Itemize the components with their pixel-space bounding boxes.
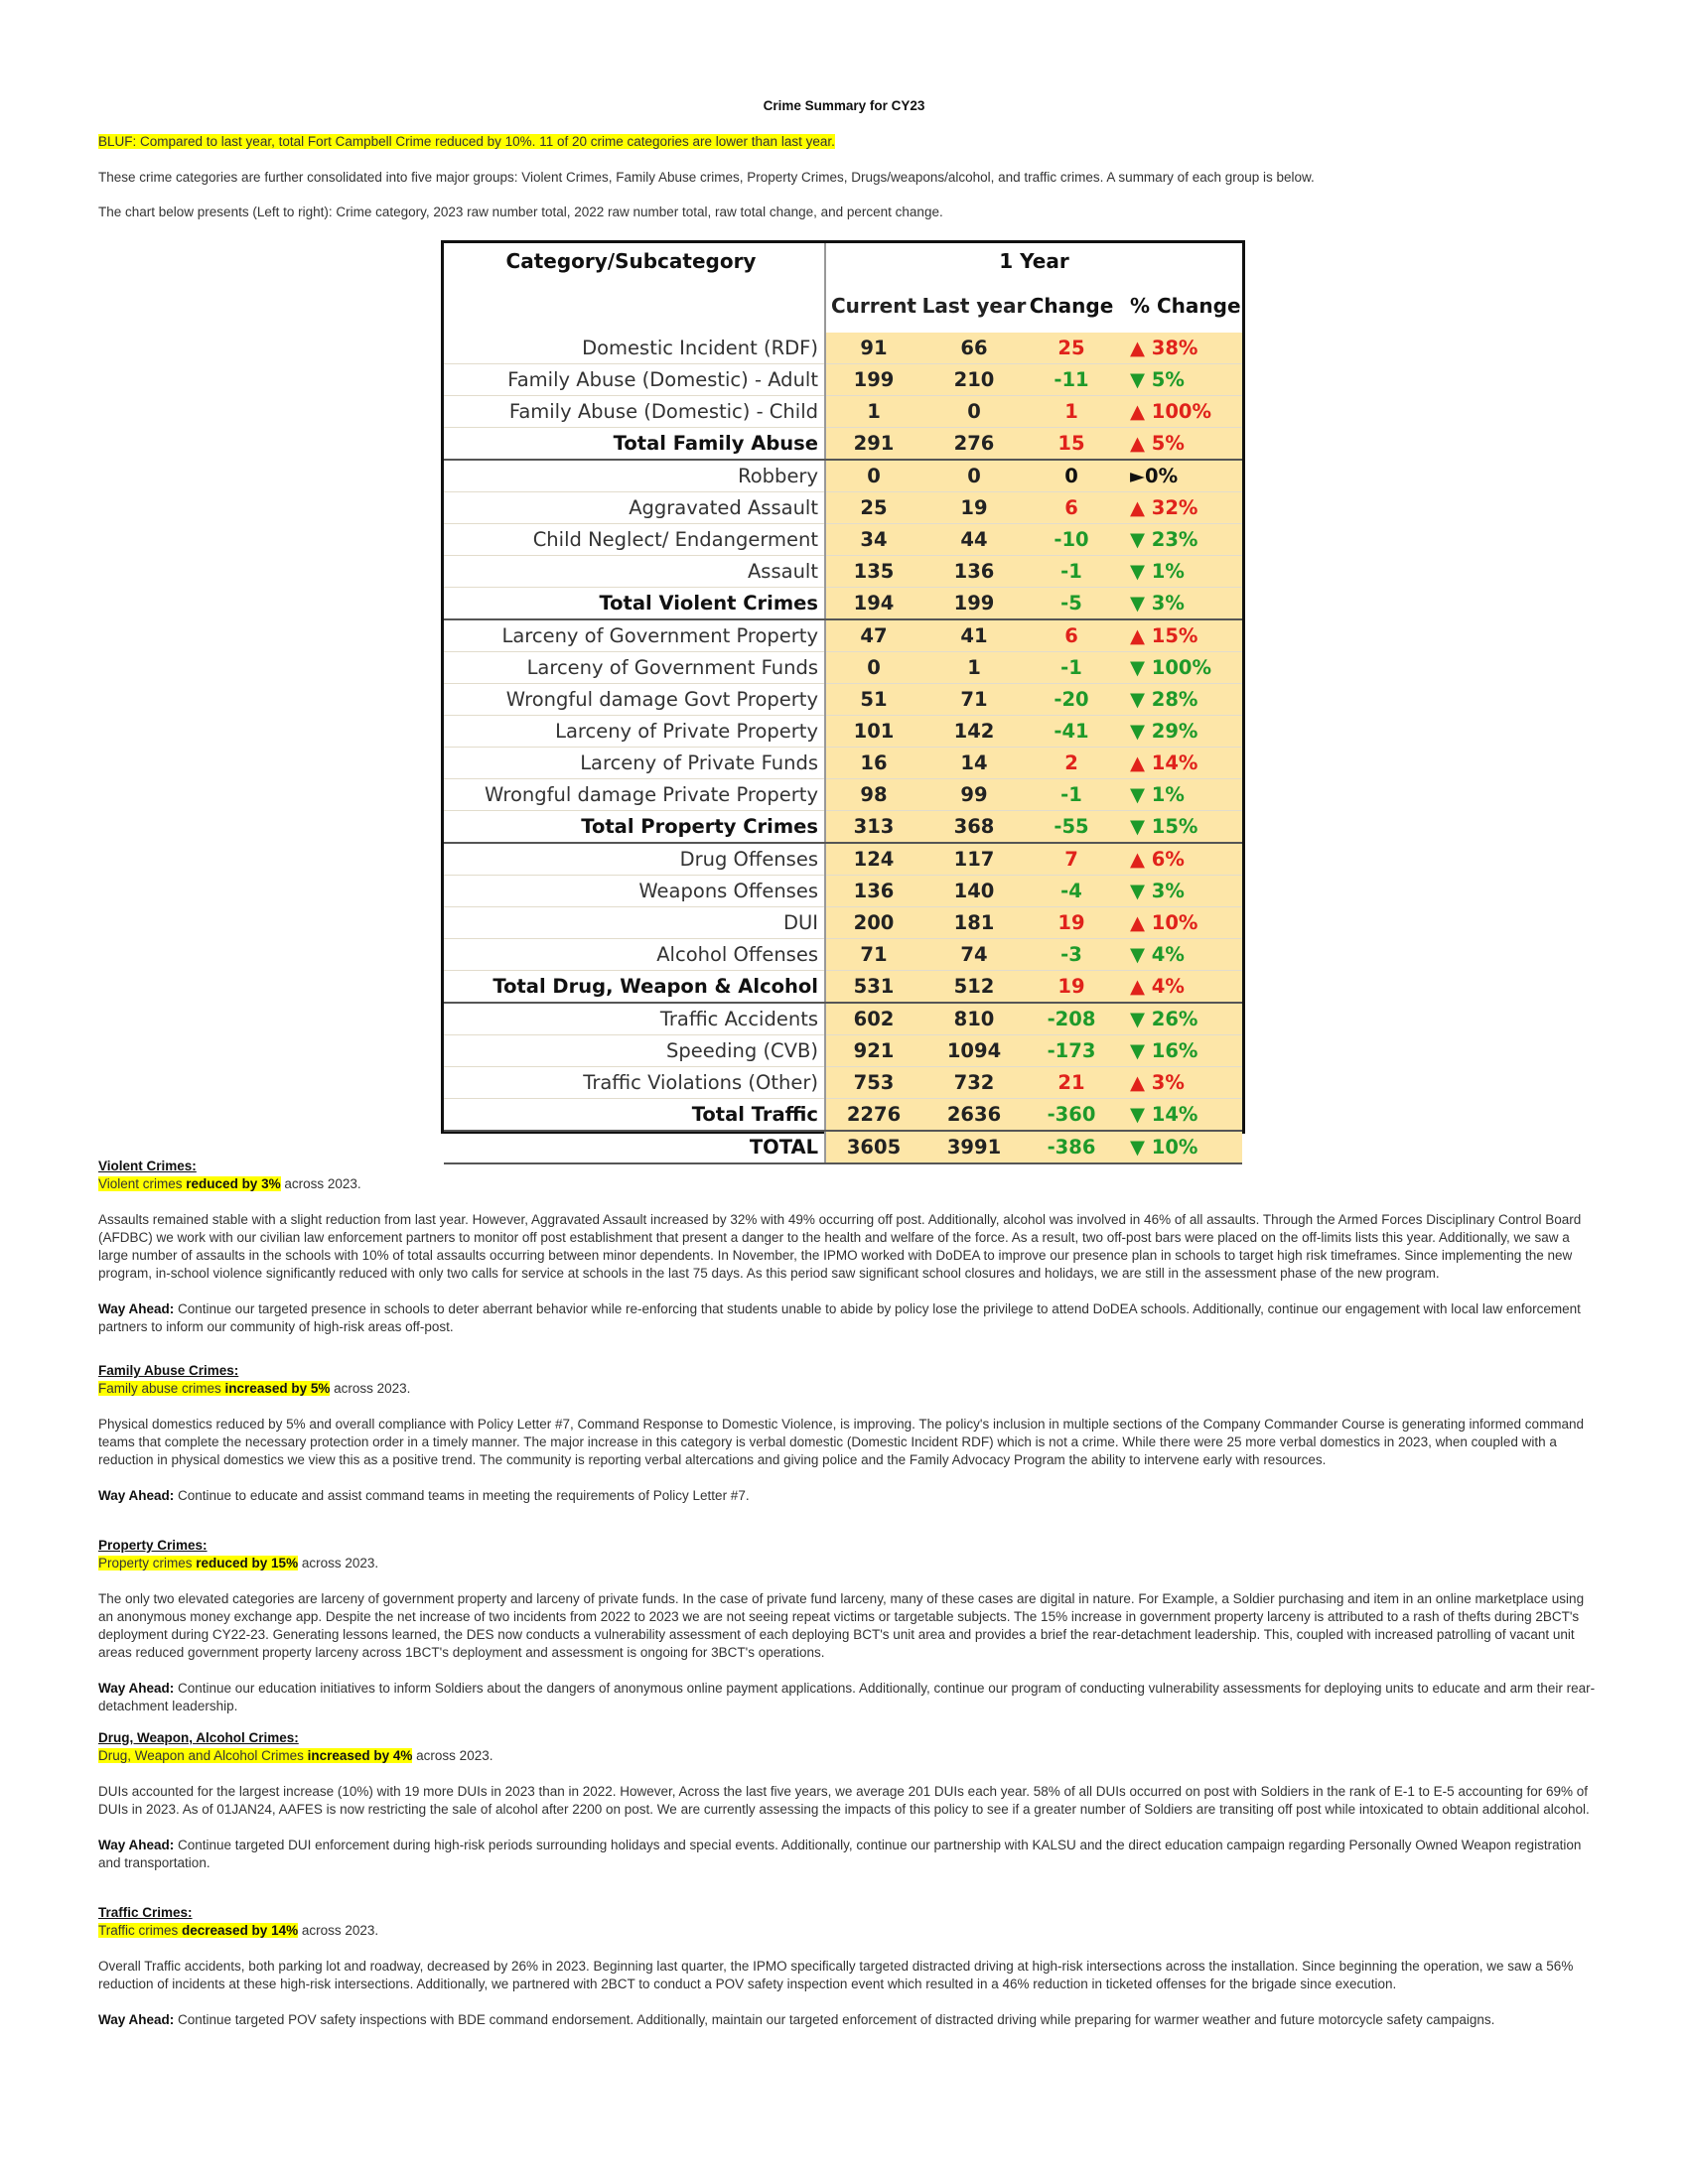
row-change: 19 <box>1027 907 1116 939</box>
row-pct-change: ▼ 3% <box>1116 876 1242 907</box>
violent-way-ahead <box>98 1300 1600 1336</box>
row-pct-change: ▲ 4% <box>1116 971 1242 1004</box>
row-current: 602 <box>825 1003 921 1035</box>
drug-heading: Drug, Weapon, Alcohol Crimes: <box>98 1730 299 1745</box>
row-change: 15 <box>1027 428 1116 461</box>
row-current: 0 <box>825 652 921 684</box>
row-pct-change: ▲ 32% <box>1116 492 1242 524</box>
row-pct-change: ▼ 26% <box>1116 1003 1242 1035</box>
row-pct-change: ▼ 5% <box>1116 364 1242 396</box>
row-current: 753 <box>825 1067 921 1099</box>
row-last-year: 2636 <box>921 1099 1027 1132</box>
property-way-ahead <box>98 1680 1600 1715</box>
row-pct-change: ▼ 1% <box>1116 779 1242 811</box>
row-category: Aggravated Assault <box>444 492 825 524</box>
property-heading: Property Crimes: <box>98 1538 208 1553</box>
table-row <box>444 492 1242 524</box>
property-summary <box>98 1555 1600 1572</box>
violent-section <box>98 1158 1600 1336</box>
violent-summary-b: reduced by 3% <box>186 1176 281 1191</box>
table-row <box>444 364 1242 396</box>
row-last-year: 0 <box>921 396 1027 428</box>
row-current: 200 <box>825 907 921 939</box>
family-way-ahead <box>98 1487 1600 1505</box>
row-category: Robbery <box>444 460 825 492</box>
row-last-year: 99 <box>921 779 1027 811</box>
row-last-year: 210 <box>921 364 1027 396</box>
family-body: Physical domestics reduced by 5% and overall compliance with Policy Letter #7, Command Response to Domestic Violence, is improving. The policy's inclusion in multiple sections of the Company Commander Course is generating informed command teams that complete the necessary protection order in a timely manner. The major increase in this category is verbal domestic (Domestic Incident RDF) which is not a crime. While there were 25 more verbal domestics in 2023, when coupled with a reduction in physical domestics we view this as a positive trend. The community is reporting verbal altercations and giving police and the Family Advocacy Program the ability to intervene early with resources. <box>98 1417 1585 1467</box>
row-current: 531 <box>825 971 921 1004</box>
row-current: 3605 <box>825 1131 921 1163</box>
drug-summary-c: across 2023. <box>412 1748 493 1763</box>
row-pct-change: ▼ 1% <box>1116 556 1242 588</box>
row-current: 47 <box>825 619 921 652</box>
row-category: Speeding (CVB) <box>444 1035 825 1067</box>
row-change: -173 <box>1027 1035 1116 1067</box>
property-summary-a: Property crimes <box>98 1556 197 1570</box>
row-last-year: 117 <box>921 843 1027 876</box>
drug-way-text: Continue targeted DUI enforcement during high-risk periods surrounding holidays and special events. Additionally, continue our partnership with KALSU and the direct education campaign regarding Personally Owned Weapon registration and transportation. <box>98 1838 1582 1870</box>
header-category: Category/Subcategory <box>444 243 825 279</box>
row-last-year: 0 <box>921 460 1027 492</box>
row-category: Assault <box>444 556 825 588</box>
row-last-year: 181 <box>921 907 1027 939</box>
row-last-year: 19 <box>921 492 1027 524</box>
bluf-line <box>98 133 1600 151</box>
row-current: 194 <box>825 588 921 620</box>
row-category: Total Drug, Weapon & Alcohol <box>444 971 825 1004</box>
header-period: 1 Year <box>999 249 1069 273</box>
row-last-year: 140 <box>921 876 1027 907</box>
family-summary-a: Family abuse crimes <box>98 1381 225 1396</box>
row-pct-change: ▼ 16% <box>1116 1035 1242 1067</box>
row-current: 51 <box>825 684 921 716</box>
traffic-summary-c: across 2023. <box>298 1923 379 1938</box>
table-row <box>444 811 1242 844</box>
row-pct-change: ▲ 10% <box>1116 907 1242 939</box>
row-change: 2 <box>1027 748 1116 779</box>
table-row <box>444 460 1242 492</box>
property-summary-b: reduced by 15% <box>196 1556 299 1570</box>
row-change: -41 <box>1027 716 1116 748</box>
row-last-year: 3991 <box>921 1131 1027 1163</box>
row-last-year: 732 <box>921 1067 1027 1099</box>
row-category: Total Traffic <box>444 1099 825 1132</box>
row-current: 921 <box>825 1035 921 1067</box>
header-current: Current <box>830 294 916 318</box>
row-category: Total Violent Crimes <box>444 588 825 620</box>
drug-section <box>98 1729 1600 1872</box>
property-way-label: Way Ahead: <box>98 1681 175 1696</box>
violent-summary-a: Violent crimes <box>98 1176 187 1191</box>
row-pct-change: ▼ 23% <box>1116 524 1242 556</box>
violent-way-label: Way Ahead: <box>98 1301 175 1316</box>
property-section <box>98 1537 1600 1715</box>
row-category: Wrongful damage Private Property <box>444 779 825 811</box>
traffic-summary-a: Traffic crimes <box>98 1923 183 1938</box>
intro-paragraph-1: These crime categories are further consolidated into five major groups: Violent Crimes, Family Abuse crimes, Property Crimes, Drugs/weapons/alcohol, and traffic crimes. A summary of each group is below. <box>98 170 1315 185</box>
header-blank <box>444 279 825 333</box>
violent-summary-c: across 2023. <box>280 1176 361 1191</box>
row-change: 21 <box>1027 1067 1116 1099</box>
row-pct-change: ▲ 3% <box>1116 1067 1242 1099</box>
row-current: 199 <box>825 364 921 396</box>
row-change: -360 <box>1027 1099 1116 1132</box>
bluf-highlight: BLUF: Compared to last year, total Fort Campbell Crime reduced by 10%. 11 of 20 crime categories are lower than last year. <box>98 134 835 149</box>
row-change: 6 <box>1027 492 1116 524</box>
row-category: Traffic Violations (Other) <box>444 1067 825 1099</box>
row-change: 0 <box>1027 460 1116 492</box>
row-last-year: 199 <box>921 588 1027 620</box>
row-category: Larceny of Private Funds <box>444 748 825 779</box>
drug-summary <box>98 1747 1600 1765</box>
row-last-year: 74 <box>921 939 1027 971</box>
table-row <box>444 652 1242 684</box>
table-row <box>444 1003 1242 1035</box>
row-current: 16 <box>825 748 921 779</box>
family-heading: Family Abuse Crimes: <box>98 1363 239 1378</box>
row-change: -4 <box>1027 876 1116 907</box>
header-last-year: Last year <box>921 294 1027 318</box>
table-row <box>444 779 1242 811</box>
violent-heading: Violent Crimes: <box>98 1159 197 1173</box>
traffic-body: Overall Traffic accidents, both parking lot and roadway, decreased by 26% in 2023. Beginning last quarter, the IPMO specifically targeted distracted driving at high-risk intersections across the installation. Since beginning the operation, we saw a 56% reduction of incidents at these high-risk intersections. Additionally, we partnered with 2BCT to conduct a POV safety inspection event which resulted in a 46% reduction in ticketed offenses for the brigade since execution. <box>98 1959 1574 1991</box>
row-change: 7 <box>1027 843 1116 876</box>
drug-summary-b: increased by 4% <box>307 1748 413 1763</box>
family-summary <box>98 1380 1600 1398</box>
row-category: Larceny of Government Property <box>444 619 825 652</box>
row-last-year: 1 <box>921 652 1027 684</box>
table-row <box>444 843 1242 876</box>
table-row <box>444 1067 1242 1099</box>
traffic-summary <box>98 1922 1600 1940</box>
traffic-summary-b: decreased by 14% <box>182 1923 299 1938</box>
table-row <box>444 716 1242 748</box>
family-summary-b: increased by 5% <box>224 1381 331 1396</box>
table-row <box>444 907 1242 939</box>
row-change: -3 <box>1027 939 1116 971</box>
row-pct-change: ▲ 15% <box>1116 619 1242 652</box>
row-change: -1 <box>1027 779 1116 811</box>
row-category: Alcohol Offenses <box>444 939 825 971</box>
row-current: 136 <box>825 876 921 907</box>
table-row <box>444 588 1242 620</box>
row-last-year: 44 <box>921 524 1027 556</box>
family-section <box>98 1362 1600 1505</box>
row-current: 98 <box>825 779 921 811</box>
row-pct-change: ▲ 38% <box>1116 333 1242 364</box>
table-row <box>444 556 1242 588</box>
row-pct-change: ▼ 29% <box>1116 716 1242 748</box>
row-change: -20 <box>1027 684 1116 716</box>
row-category: Total Family Abuse <box>444 428 825 461</box>
row-category: Wrongful damage Govt Property <box>444 684 825 716</box>
row-last-year: 136 <box>921 556 1027 588</box>
table-row <box>444 333 1242 364</box>
row-last-year: 810 <box>921 1003 1027 1035</box>
table-row <box>444 619 1242 652</box>
table-row <box>444 428 1242 461</box>
row-category: Larceny of Private Property <box>444 716 825 748</box>
row-pct-change: ►0% <box>1116 460 1242 492</box>
row-change: 19 <box>1027 971 1116 1004</box>
row-category: Family Abuse (Domestic) - Child <box>444 396 825 428</box>
violent-body: Assaults remained stable with a slight reduction from last year. However, Aggravated Assault increased by 32% with 49% occurring off post. Additionally, alcohol was involved in 46% of all assaults. Through the Armed Forces Disciplinary Control Board (AFDBC) we work with our civilian law enforcement partners to monitor off post establishment that present a danger to the health and welfare of the force. As a result, two off-post bars were placed on the off-limits lists this year. Additionally, we saw a large number of assaults in the schools with 10% of total assaults occurring between minor dependents. In November, the IPMO worked with DoDEA to improve our presence plan in schools to target high risk timeframes. Since implementing the new program, in-school violence significantly reduced with only two calls for service at schools in the last 75 days. As this period saw significant school closures and holidays, we are still in the assessment phase of the new program. <box>98 1212 1582 1281</box>
table-row <box>444 876 1242 907</box>
row-pct-change: ▲ 100% <box>1116 396 1242 428</box>
table-row <box>444 524 1242 556</box>
row-change: -10 <box>1027 524 1116 556</box>
row-change: -208 <box>1027 1003 1116 1035</box>
row-pct-change: ▲ 6% <box>1116 843 1242 876</box>
row-current: 101 <box>825 716 921 748</box>
row-change: 25 <box>1027 333 1116 364</box>
row-change: -11 <box>1027 364 1116 396</box>
row-last-year: 41 <box>921 619 1027 652</box>
drug-way-label: Way Ahead: <box>98 1838 175 1852</box>
row-current: 313 <box>825 811 921 844</box>
row-current: 291 <box>825 428 921 461</box>
family-way-text: Continue to educate and assist command teams in meeting the requirements of Policy Letter #7. <box>174 1488 750 1503</box>
property-way-text: Continue our education initiatives to inform Soldiers about the dangers of anonymous online payment applications. Additionally, continue our program of conducting vulnerability assessments for deploying units to educate and arm their rear-detachment leadership. <box>98 1681 1596 1713</box>
row-last-year: 368 <box>921 811 1027 844</box>
row-category: Traffic Accidents <box>444 1003 825 1035</box>
traffic-heading: Traffic Crimes: <box>98 1905 193 1920</box>
row-current: 1 <box>825 396 921 428</box>
row-pct-change: ▼ 3% <box>1116 588 1242 620</box>
row-change: -1 <box>1027 556 1116 588</box>
row-change: -386 <box>1027 1131 1116 1163</box>
page-title: Crime Summary for CY23 <box>763 98 925 113</box>
table-row <box>444 748 1242 779</box>
row-current: 25 <box>825 492 921 524</box>
traffic-way-text: Continue targeted POV safety inspections with BDE command endorsement. Additionally, maintain our targeted enforcement of distracted driving while preparing for warmer weather and future motorcycle safety campaigns. <box>174 2012 1495 2027</box>
drug-body: DUIs accounted for the largest increase (10%) with 19 more DUIs in 2023 than in 2022. However, Across the last five years, we average 201 DUIs each year. 58% of all DUIs occurred on post with Soldiers in the rank of E-1 to E-5 accounting for 69% of DUIs in 2023. As of 01JAN24, AAFES is now restricting the sale of alcohol after 2200 on post. We are currently assessing the impacts of this policy to see if a greater number of Soldiers are transiting off post while intoxicated to obtain additional alcohol. <box>98 1784 1590 1817</box>
traffic-way-label: Way Ahead: <box>98 2012 175 2027</box>
row-change: 6 <box>1027 619 1116 652</box>
table-row <box>444 396 1242 428</box>
row-last-year: 66 <box>921 333 1027 364</box>
row-current: 71 <box>825 939 921 971</box>
row-current: 124 <box>825 843 921 876</box>
row-pct-change: ▼ 28% <box>1116 684 1242 716</box>
row-change: -1 <box>1027 652 1116 684</box>
row-pct-change: ▼ 14% <box>1116 1099 1242 1132</box>
property-body: The only two elevated categories are larceny of government property and larceny of private funds. In the case of private fund larceny, many of these cases are digital in nature. For Example, a Soldier purchasing and item in an online marketplace using an anonymous money exchange app. Despite the net increase of two incidents from 2022 to 2023 we are not seeing repeat victims or targetable subjects. The 15% increase in government property larceny is attributed to a rash of thefts during 2BCT's deployment during CY22-23. Generating lessons learned, the DES now conducts a vulnerability assessment of each deploying BCT's unit area and provides a brief the rear-detachment leadership. This, coupled with increased patrolling of vacant unit areas reduced government property larceny across 1BCT's deployment and assessment is ongoing for 3BCT's operations. <box>98 1591 1585 1660</box>
drug-summary-a: Drug, Weapon and Alcohol Crimes <box>98 1748 308 1763</box>
row-category: Weapons Offenses <box>444 876 825 907</box>
row-last-year: 512 <box>921 971 1027 1004</box>
row-current: 34 <box>825 524 921 556</box>
row-last-year: 14 <box>921 748 1027 779</box>
row-last-year: 1094 <box>921 1035 1027 1067</box>
header-pct-change: % Change <box>1130 294 1241 318</box>
family-summary-c: across 2023. <box>330 1381 411 1396</box>
row-category: Domestic Incident (RDF) <box>444 333 825 364</box>
row-category: DUI <box>444 907 825 939</box>
table-row <box>444 971 1242 1004</box>
traffic-way-ahead <box>98 2011 1600 2029</box>
row-category: Child Neglect/ Endangerment <box>444 524 825 556</box>
row-change: -55 <box>1027 811 1116 844</box>
crime-summary-table <box>441 240 1245 1159</box>
drug-way-ahead <box>98 1837 1600 1872</box>
row-pct-change: ▲ 5% <box>1116 428 1242 461</box>
row-pct-change: ▲ 14% <box>1116 748 1242 779</box>
table-row <box>444 1099 1242 1132</box>
row-last-year: 71 <box>921 684 1027 716</box>
intro-paragraph-2: The chart below presents (Left to right): Crime category, 2023 raw number total, 2022 raw number total, raw total change, and percent change. <box>98 205 943 219</box>
property-summary-c: across 2023. <box>298 1556 379 1570</box>
family-way-label: Way Ahead: <box>98 1488 175 1503</box>
row-category: Drug Offenses <box>444 843 825 876</box>
row-category: Larceny of Government Funds <box>444 652 825 684</box>
row-last-year: 142 <box>921 716 1027 748</box>
row-category: TOTAL <box>444 1131 825 1163</box>
table-row <box>444 684 1242 716</box>
row-pct-change: ▼ 15% <box>1116 811 1242 844</box>
row-pct-change: ▼ 100% <box>1116 652 1242 684</box>
traffic-section <box>98 1904 1600 2029</box>
row-pct-change: ▼ 10% <box>1116 1131 1242 1163</box>
table-row <box>444 939 1242 971</box>
row-current: 135 <box>825 556 921 588</box>
row-change: 1 <box>1027 396 1116 428</box>
row-change: -5 <box>1027 588 1116 620</box>
row-category: Family Abuse (Domestic) - Adult <box>444 364 825 396</box>
row-category: Total Property Crimes <box>444 811 825 844</box>
row-last-year: 276 <box>921 428 1027 461</box>
header-change: Change <box>1029 294 1114 318</box>
table-row <box>444 1035 1242 1067</box>
row-pct-change: ▼ 4% <box>1116 939 1242 971</box>
row-current: 0 <box>825 460 921 492</box>
violent-summary <box>98 1175 1600 1193</box>
violent-way-text: Continue our targeted presence in schools to deter aberrant behavior while re-enforcing that students unable to abide by policy lose the privilege to attend DoDEA schools. Additionally, continue our engagement with local law enforcement partners to inform our community of high-risk areas off-post. <box>98 1301 1581 1334</box>
row-current: 2276 <box>825 1099 921 1132</box>
row-current: 91 <box>825 333 921 364</box>
